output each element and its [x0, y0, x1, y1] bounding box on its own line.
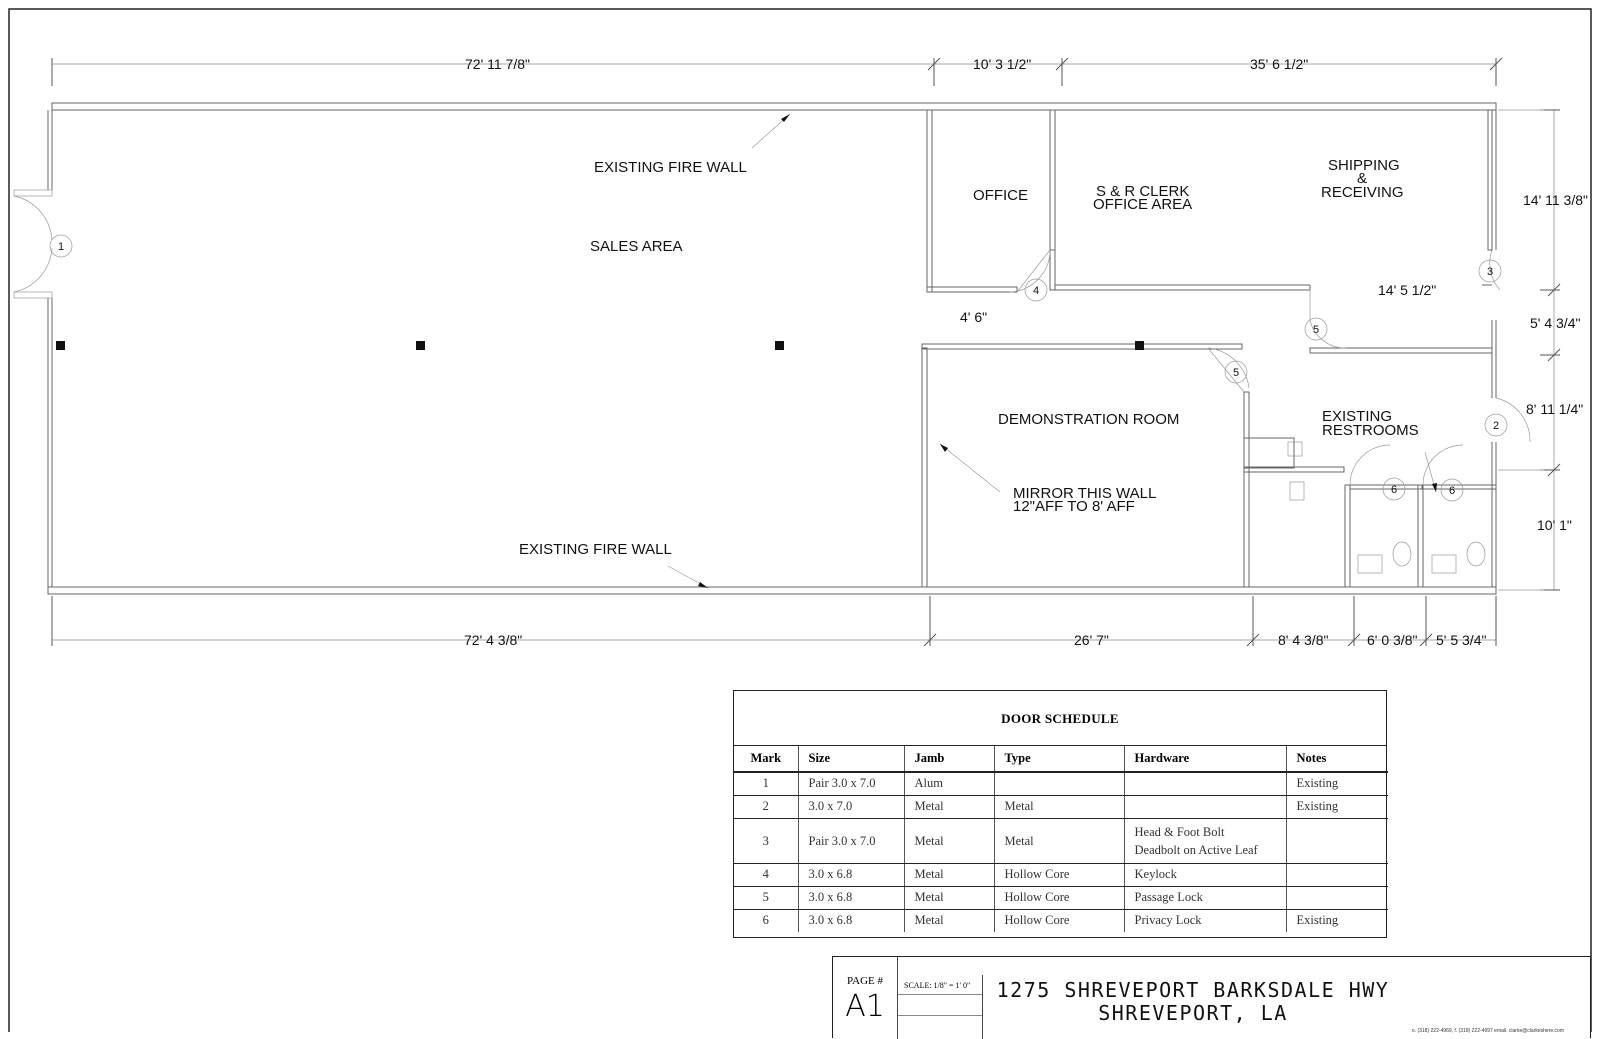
cell-jamb: Metal — [904, 886, 994, 909]
dimension-bottom-3: 8' 4 3/8" — [1278, 632, 1329, 648]
cell-type: Hollow Core — [994, 863, 1124, 886]
dimension-right-4: 10' 1" — [1537, 517, 1572, 533]
cell-mark: 5 — [734, 886, 798, 909]
table-row — [734, 863, 1388, 886]
dimension-bottom-5: 5' 5 3/4" — [1436, 632, 1487, 648]
dimension-corridor: 4' 6" — [960, 309, 988, 325]
cell-type: Hollow Core — [994, 909, 1124, 932]
door-mark-1: 1 — [58, 241, 65, 253]
cell-mark: 1 — [734, 772, 798, 795]
cell-notes: Existing — [1286, 795, 1388, 818]
room-label-existing: EXISTING — [1322, 408, 1393, 425]
address-line-1: 1275 SHREVEPORT BARKSDALE HWY — [996, 978, 1390, 1002]
title-block — [832, 956, 1591, 1038]
cell-hardware: Passage Lock — [1124, 886, 1286, 909]
note-mirror-height: 12"AFF TO 8' AFF — [1013, 498, 1135, 515]
column — [775, 341, 784, 350]
column — [56, 341, 65, 350]
entry-door-1 — [14, 190, 52, 298]
table-row — [734, 886, 1388, 909]
cell-hardware-line-2: Deadbolt on Active Leaf — [1134, 842, 1258, 857]
room-label-sales-area: SALES AREA — [590, 238, 683, 255]
cell-jamb: Metal — [904, 818, 994, 863]
dimension-bottom-1: 72' 4 3/8" — [464, 632, 523, 648]
dimension-top-1: 72' 11 7/8" — [465, 56, 530, 72]
contact-info: o. (318) 222-4969, f. (318) 222-4997 email. clarke@clarkeshere.com — [1411, 1028, 1564, 1034]
column-header-mark: Mark — [734, 746, 798, 772]
dimension-top-2: 10' 3 1/2" — [973, 56, 1032, 72]
dimension-inner: 14' 5 1/2" — [1378, 282, 1437, 298]
room-label-sr-clerk-2: OFFICE AREA — [1093, 196, 1193, 213]
dimension-right-3: 8' 11 1/4" — [1526, 401, 1584, 417]
door-mark-4: 4 — [1033, 285, 1040, 297]
dimension-bottom-4: 6' 0 3/8" — [1367, 632, 1418, 648]
address-line-2: SHREVEPORT, LA — [1098, 1001, 1288, 1025]
room-label-shipping: SHIPPING — [1328, 157, 1400, 174]
table-row — [734, 795, 1388, 818]
cell-hardware — [1124, 795, 1286, 818]
door-schedule-table — [734, 746, 1388, 932]
column-header-notes: Notes — [1286, 746, 1388, 772]
cell-notes — [1286, 886, 1388, 909]
scale-box — [898, 975, 983, 1039]
room-label-shipping-amp: & — [1357, 170, 1368, 187]
cell-hardware: Keylock — [1124, 863, 1286, 886]
door-schedule-title: DOOR SCHEDULE — [734, 691, 1386, 746]
room-label-receiving: RECEIVING — [1321, 184, 1404, 201]
cell-mark: 4 — [734, 863, 798, 886]
door-mark-5a: 5 — [1313, 324, 1320, 336]
door-mark-6a: 6 — [1391, 484, 1398, 496]
door-mark-6b: 6 — [1449, 485, 1456, 497]
door-mark-2: 2 — [1493, 420, 1500, 432]
note-fire-wall-top: EXISTING FIRE WALL — [594, 159, 747, 176]
door-mark-circles — [50, 235, 1507, 501]
door-mark-3: 3 — [1487, 266, 1494, 278]
cell-notes: Existing — [1296, 913, 1339, 928]
door-mark-5b: 5 — [1233, 367, 1240, 379]
cell-type: Metal — [994, 818, 1124, 863]
cell-hardware-line-1: Head & Foot Bolt — [1134, 824, 1225, 839]
table-row — [734, 818, 1388, 863]
table-row — [734, 909, 1388, 932]
dimension-top-3: 35' 6 1/2" — [1250, 56, 1309, 72]
room-label-restrooms: RESTROOMS — [1322, 422, 1419, 439]
cell-size: 3.0 x 6.8 — [798, 863, 904, 886]
note-fire-wall-bottom: EXISTING FIRE WALL — [519, 541, 672, 558]
cell-size: 3.0 x 6.8 — [798, 909, 904, 932]
door-schedule — [733, 690, 1387, 938]
dimension-right-1: 14' 11 3/8" — [1523, 192, 1588, 208]
column-header-hardware: Hardware — [1124, 746, 1286, 772]
cell-jamb: Metal — [904, 863, 994, 886]
scale-label: SCALE: 1/8" = 1' 0" — [898, 975, 982, 995]
column-header-jamb: Jamb — [904, 746, 994, 772]
scale-blank-row — [898, 995, 982, 1016]
table-header-row — [734, 746, 1388, 772]
cell-type: Metal — [994, 795, 1124, 818]
project-address — [983, 979, 1403, 1025]
cell-hardware — [1124, 772, 1286, 795]
cell-hardware: Privacy Lock — [1124, 909, 1286, 932]
cell-notes: Existing — [1286, 772, 1388, 795]
cell-size: Pair 3.0 x 7.0 — [798, 818, 904, 863]
cell-size: 3.0 x 6.8 — [798, 886, 904, 909]
cell-notes — [1286, 863, 1388, 886]
cell-size: 3.0 x 7.0 — [798, 795, 904, 818]
cell-jamb: Metal — [904, 795, 994, 818]
column-header-size: Size — [798, 746, 904, 772]
room-label-demonstration: DEMONSTRATION ROOM — [998, 411, 1180, 428]
column — [1135, 341, 1144, 350]
cell-hardware — [1124, 818, 1286, 863]
cell-jamb: Metal — [904, 909, 994, 932]
page-number: A1 — [845, 989, 885, 1024]
dimension-right-2: 5' 4 3/4" — [1530, 315, 1581, 331]
cell-type — [994, 772, 1124, 795]
cell-type: Hollow Core — [994, 886, 1124, 909]
cell-notes — [1286, 818, 1388, 863]
page-number-box — [833, 957, 898, 1039]
room-label-sr-clerk: S & R CLERK — [1096, 183, 1190, 200]
table-row — [734, 772, 1388, 795]
dimension-bottom-2: 26' 7" — [1074, 632, 1109, 648]
cell-mark: 6 — [734, 909, 798, 932]
note-mirror-wall: MIRROR THIS WALL — [1013, 485, 1157, 502]
page-label: PAGE # — [847, 975, 883, 987]
cell-jamb: Alum — [904, 772, 994, 795]
room-label-office: OFFICE — [973, 187, 1028, 204]
column-header-type: Type — [994, 746, 1124, 772]
cell-size: Pair 3.0 x 7.0 — [798, 772, 904, 795]
cell-mark: 3 — [734, 818, 798, 863]
column — [416, 341, 425, 350]
cell-mark: 2 — [734, 795, 798, 818]
